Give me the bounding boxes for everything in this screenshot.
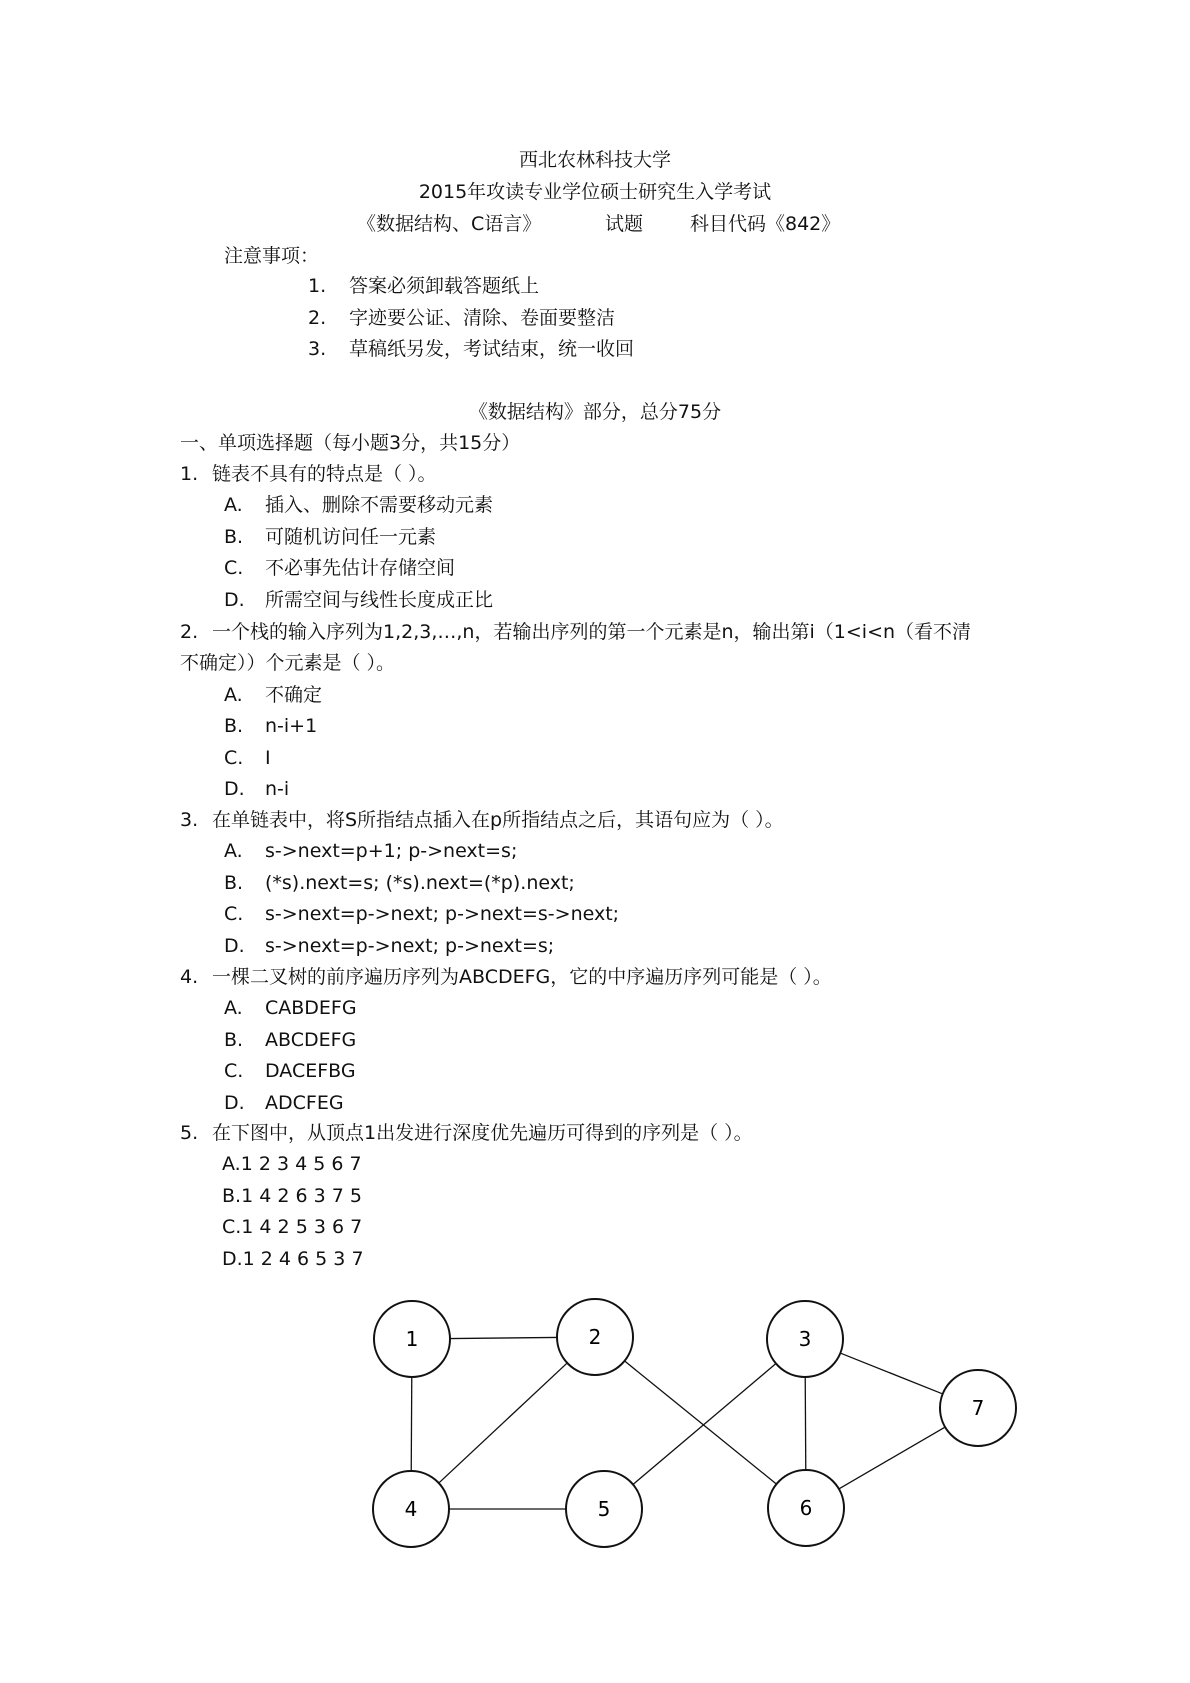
option-text: s->next=p+1; p->next=s;: [265, 840, 518, 863]
option-text: C.1 4 2 5 3 6 7: [222, 1216, 363, 1239]
option-text: CABDEFG: [265, 997, 357, 1020]
question-number: 4.: [180, 966, 199, 988]
option-letter: A.: [224, 840, 243, 863]
option-text: B.1 4 2 6 3 7 5: [222, 1184, 362, 1207]
graph-node-label: 6: [799, 1496, 813, 1520]
question-number: 3.: [180, 809, 199, 831]
notes-title: 注意事项：: [224, 245, 320, 267]
option-text: ADCFEG: [265, 1091, 344, 1114]
option-letter: C.: [224, 746, 244, 769]
graph-node-label: 4: [404, 1497, 418, 1521]
option-text: n-i: [265, 778, 290, 800]
graph-node-label: 3: [798, 1327, 812, 1351]
option-letter: A.: [224, 683, 243, 706]
graph-node-label: 2: [588, 1325, 602, 1349]
section-title: 《数据结构》部分，总分75分: [468, 401, 722, 423]
note-text: 答案必须卸载答题纸上: [349, 275, 540, 297]
option-letter: C.: [224, 1060, 244, 1083]
option-letter: B.: [224, 715, 244, 738]
option-letter: D.: [224, 778, 245, 800]
option-text: 不确定: [265, 683, 323, 706]
option-letter: C.: [224, 557, 244, 580]
note-number: 2.: [308, 307, 327, 329]
option-text: A.1 2 3 4 5 6 7: [222, 1153, 362, 1176]
option-text: ABCDEFG: [265, 1028, 357, 1051]
graph-edge-6-7: [839, 1427, 945, 1489]
part-title: 一、单项选择题（每小题3分，共15分）: [180, 432, 521, 454]
option-letter: B.: [224, 1028, 244, 1051]
option-text: n-i+1: [265, 715, 318, 738]
exam-title: 2015年攻读专业学位硕士研究生入学考试: [418, 181, 772, 203]
option-letter: A.: [224, 494, 243, 517]
option-text: DACEFBG: [265, 1060, 356, 1083]
question-stem: 在单链表中，将S所指结点插入在p所指结点之后，其语句应为（ ）。: [212, 809, 784, 831]
option-letter: D.: [224, 1091, 245, 1114]
option-letter: B.: [224, 871, 244, 894]
question-stem: 在下图中，从顶点1出发进行深度优先遍历可得到的序列是（ ）。: [212, 1122, 753, 1144]
note-number: 1.: [308, 275, 327, 297]
option-text: I: [265, 746, 271, 769]
paper-label: 试题: [605, 213, 644, 235]
question-stem: 一个栈的输入序列为1,2,3,…,n，若输出序列的第一个元素是n，输出第i（1<i<n（看不清: [212, 621, 972, 643]
option-text: (*s).next=s; (*s).next=(*p).next;: [265, 871, 575, 894]
option-letter: C.: [224, 903, 244, 926]
option-text: 可随机访问任一元素: [265, 525, 437, 548]
option-letter: B.: [224, 525, 244, 548]
note-text: 草稿纸另发，考试结束，统一收回: [349, 338, 635, 360]
question-stem-continued: 不确定））个元素是（ ）。: [180, 652, 396, 675]
graph-edge-2-4: [439, 1363, 567, 1483]
option-text: D.1 2 4 6 5 3 7: [222, 1247, 364, 1270]
note-text: 字迹要公证、清除、卷面要整洁: [349, 307, 616, 329]
subject-name: 《数据结构、C语言》: [357, 213, 542, 235]
question-stem: 链表不具有的特点是（ ）。: [212, 463, 437, 485]
subject-code: 科目代码《842》: [690, 213, 841, 235]
graph-edge-2-6: [625, 1361, 777, 1484]
option-letter: D.: [224, 934, 245, 957]
graph-edge-1-2: [450, 1337, 557, 1338]
option-text: 插入、删除不需要移动元素: [265, 494, 494, 517]
question-number: 1.: [180, 463, 199, 485]
graph-node-label: 1: [405, 1327, 419, 1351]
option-letter: A.: [224, 997, 243, 1020]
option-text: 所需空间与线性长度成正比: [265, 588, 494, 611]
graph-edge-1-4: [411, 1377, 412, 1471]
option-text: s->next=p->next; p->next=s->next;: [265, 903, 620, 926]
question-stem: 一棵二叉树的前序遍历序列为ABCDEFG，它的中序遍历序列可能是（ ）。: [212, 966, 832, 988]
graph-edge-3-7: [840, 1353, 942, 1394]
graph-node-label: 5: [597, 1497, 611, 1521]
question-number: 5.: [180, 1122, 199, 1144]
graph-edge-3-6: [805, 1377, 806, 1470]
school-name: 西北农林科技大学: [518, 149, 671, 171]
option-text: s->next=p->next; p->next=s;: [265, 934, 555, 957]
option-letter: D.: [224, 588, 245, 611]
graph-node-label: 7: [971, 1396, 985, 1420]
note-number: 3.: [308, 338, 327, 360]
option-text: 不必事先估计存储空间: [265, 557, 456, 580]
question-number: 2.: [180, 621, 199, 643]
